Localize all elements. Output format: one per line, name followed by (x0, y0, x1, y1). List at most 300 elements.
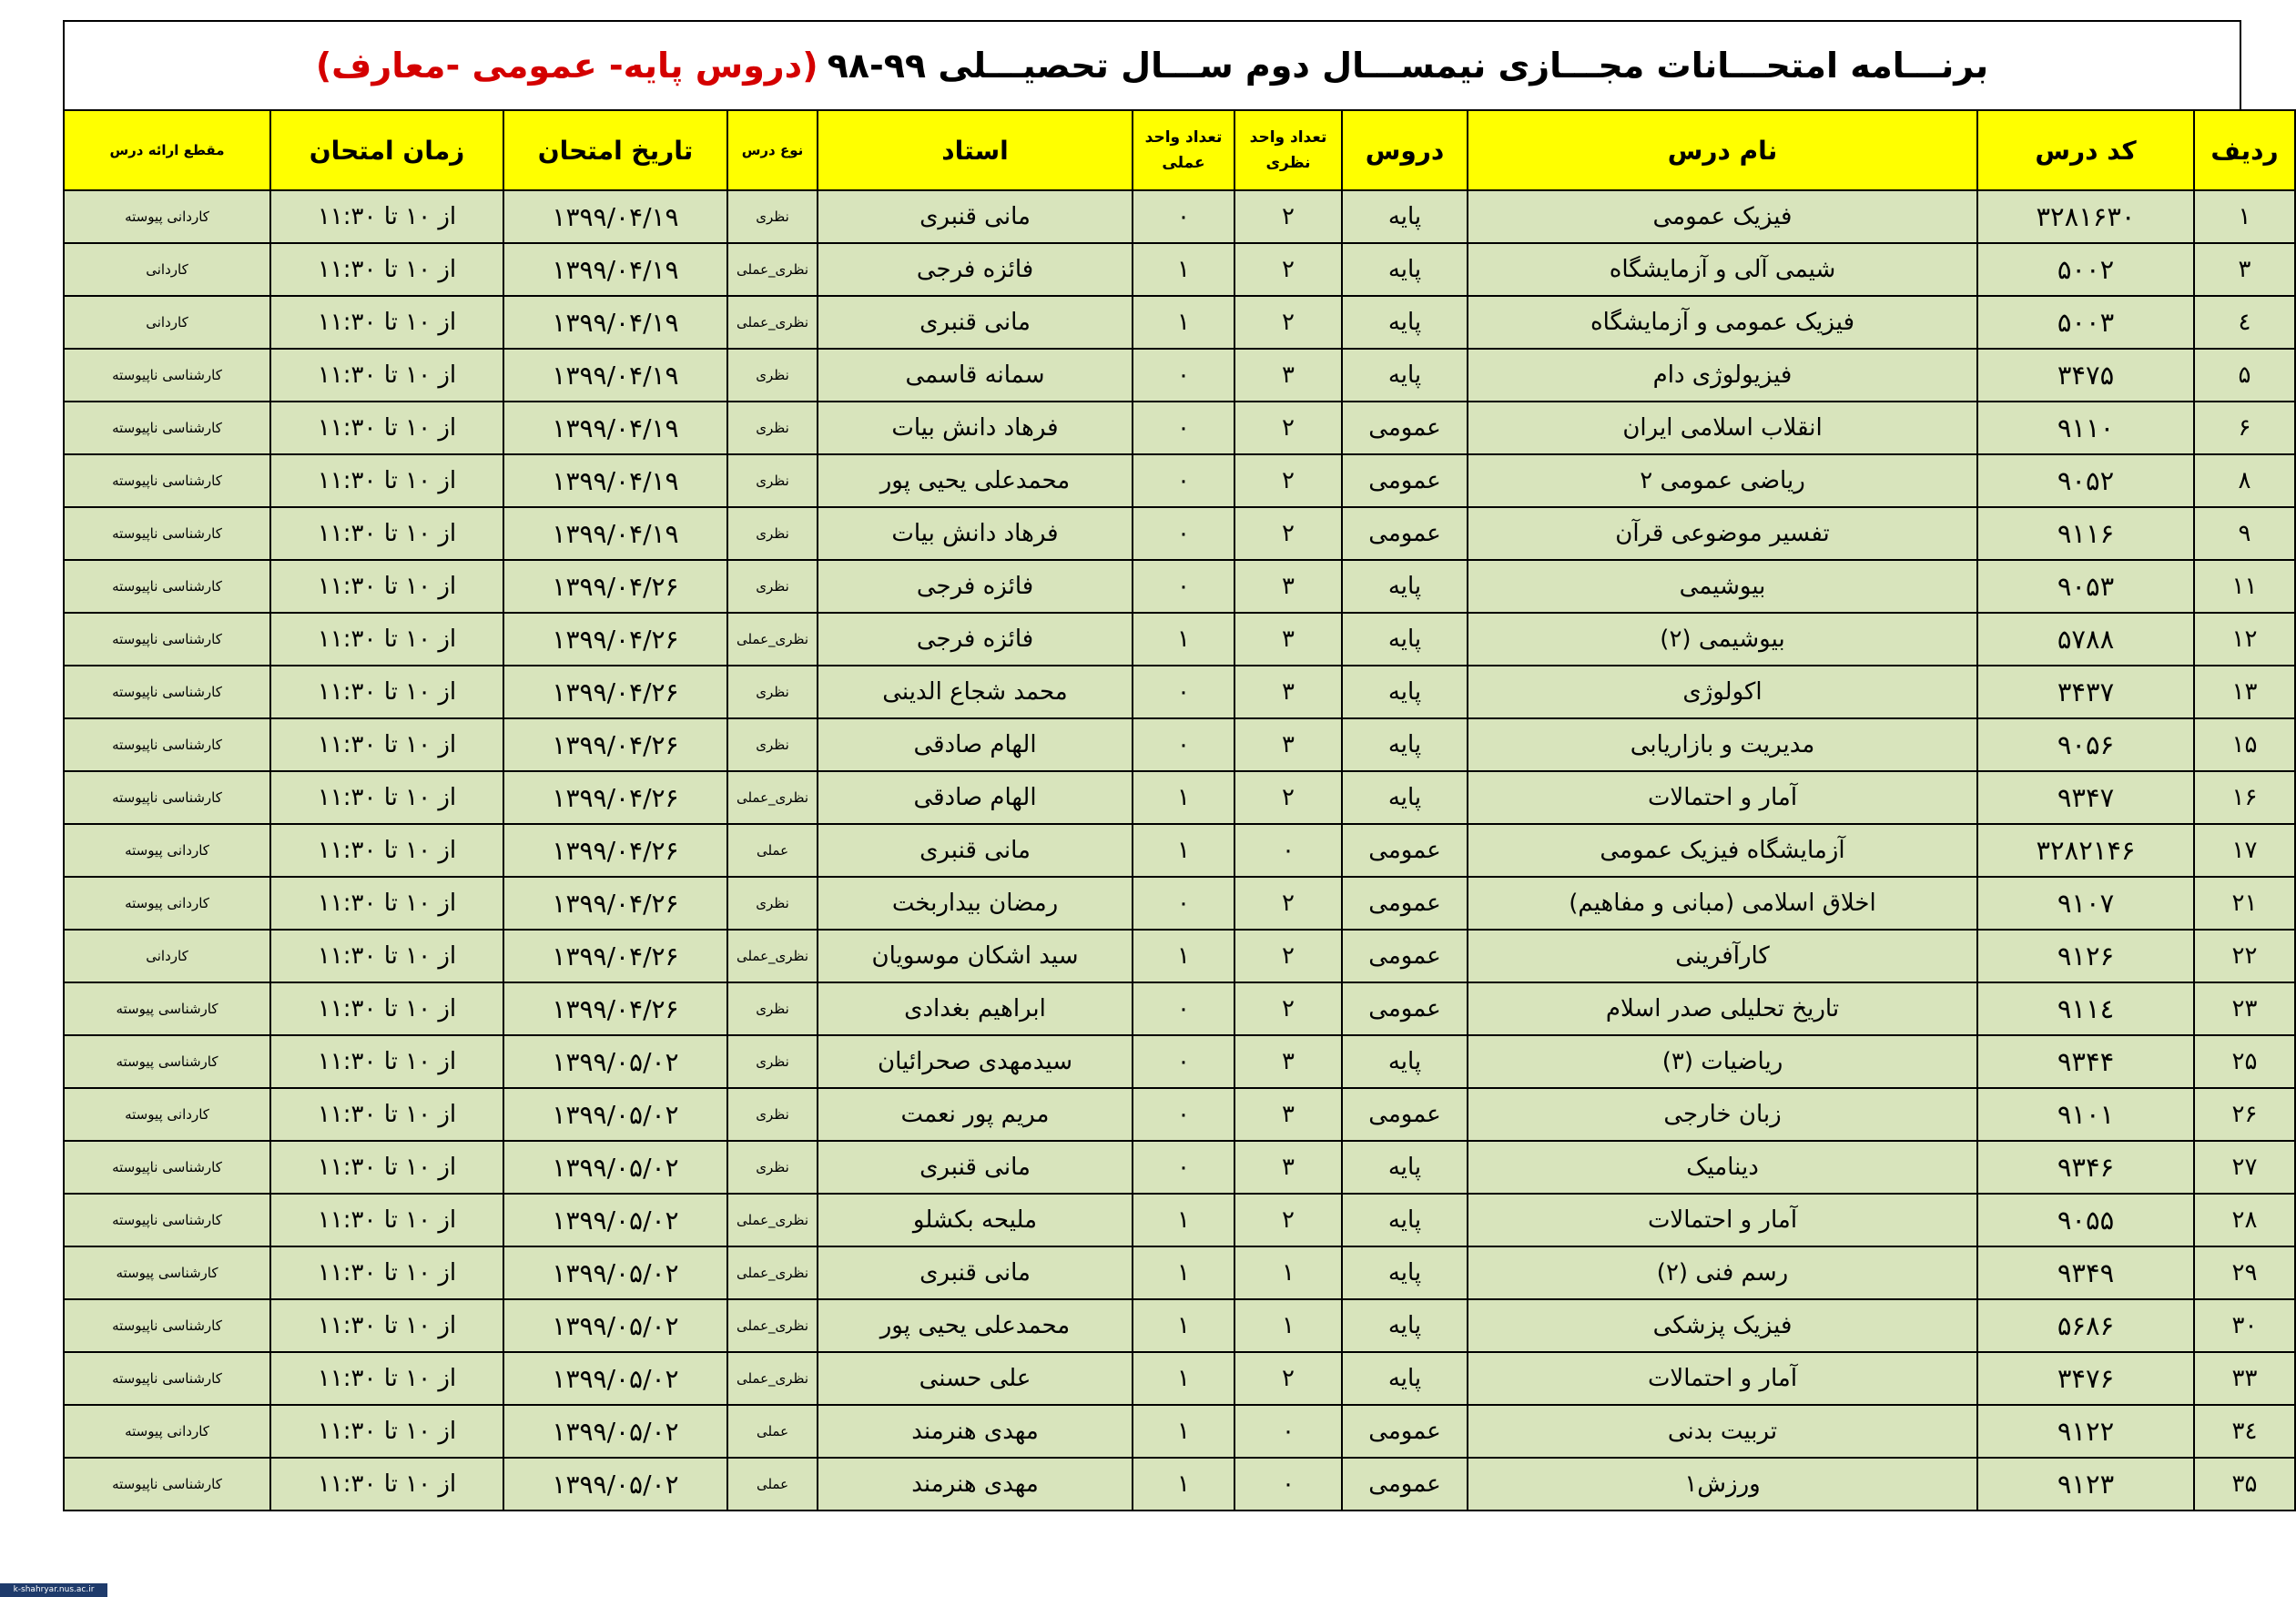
cell-course-code: ۹۱۲۲ (1977, 1405, 2194, 1458)
cell-exam-date: ۱۳۹۹/۰۴/۲۶ (503, 613, 727, 666)
cell-course-type: نظری (727, 877, 818, 930)
table-row (64, 349, 2295, 402)
cell-course-type: نظری_عملی (727, 1194, 818, 1246)
cell-teacher: فائزه فرجی (818, 243, 1133, 296)
cell-teacher: مانی قنبری (818, 296, 1133, 349)
cell-exam-time: از ۱۰ تا ۱۱:۳۰ (270, 349, 503, 402)
table-row (64, 1405, 2295, 1458)
cell-course-name: بیوشیمی (1468, 560, 1977, 613)
table-row (64, 402, 2295, 454)
cell-course-type: نظری_عملی (727, 613, 818, 666)
cell-exam-time: از ۱۰ تا ۱۱:۳۰ (270, 1246, 503, 1299)
cell-course-type: نظری (727, 349, 818, 402)
cell-practical-units: ۰ (1133, 666, 1234, 718)
table-row (64, 1141, 2295, 1194)
cell-exam-date: ۱۳۹۹/۰۴/۲۶ (503, 718, 727, 771)
cell-level: کارشناسی ناپیوسته (64, 666, 270, 718)
cell-exam-time: از ۱۰ تا ۱۱:۳۰ (270, 982, 503, 1035)
cell-course-type: نظری (727, 190, 818, 243)
cell-course-code: ۹۱۲۳ (1977, 1458, 2194, 1511)
title-bar (63, 20, 2241, 111)
cell-exam-time: از ۱۰ تا ۱۱:۳۰ (270, 877, 503, 930)
cell-group: پایه (1342, 771, 1468, 824)
cell-level: کارشناسی ناپیوسته (64, 349, 270, 402)
cell-level: کارشناسی ناپیوسته (64, 402, 270, 454)
cell-exam-date: ۱۳۹۹/۰۵/۰۲ (503, 1299, 727, 1352)
cell-exam-date: ۱۳۹۹/۰۴/۱۹ (503, 507, 727, 560)
cell-exam-time: از ۱۰ تا ۱۱:۳۰ (270, 454, 503, 507)
header-course-name: نام درس (1468, 110, 1977, 190)
cell-theory-units: ۳ (1234, 666, 1342, 718)
cell-course-code: ۹۱۱۶ (1977, 507, 2194, 560)
cell-course-code: ۹۰۵۶ (1977, 718, 2194, 771)
table-row (64, 507, 2295, 560)
cell-theory-units: ۰ (1234, 1458, 1342, 1511)
cell-course-code: ۹۱۰۷ (1977, 877, 2194, 930)
cell-teacher: سمانه قاسمی (818, 349, 1133, 402)
cell-course-name: زبان خارجی (1468, 1088, 1977, 1141)
cell-course-code: ۳۴۷۶ (1977, 1352, 2194, 1405)
cell-row-number: ۱۶ (2194, 771, 2295, 824)
cell-practical-units: ۰ (1133, 560, 1234, 613)
cell-course-type: نظری_عملی (727, 1352, 818, 1405)
exam-schedule-sheet (63, 20, 2279, 1552)
table-row (64, 1352, 2295, 1405)
site-badge: k-shahryar.nus.ac.ir (0, 1583, 107, 1597)
cell-course-name: بیوشیمی (۲) (1468, 613, 1977, 666)
cell-course-type: عملی (727, 824, 818, 877)
cell-exam-date: ۱۳۹۹/۰۴/۲۶ (503, 666, 727, 718)
cell-practical-units: ۱ (1133, 930, 1234, 982)
cell-course-type: نظری (727, 560, 818, 613)
cell-theory-units: ۳ (1234, 718, 1342, 771)
cell-course-name: کارآفرینی (1468, 930, 1977, 982)
cell-teacher: الهام صادقی (818, 771, 1133, 824)
cell-teacher: مانی قنبری (818, 824, 1133, 877)
cell-group: عمومی (1342, 1088, 1468, 1141)
cell-course-name: آمار و احتمالات (1468, 1352, 1977, 1405)
cell-practical-units: ۱ (1133, 771, 1234, 824)
cell-level: کارشناسی ناپیوسته (64, 718, 270, 771)
cell-course-name: رسم فنی (۲) (1468, 1246, 1977, 1299)
cell-theory-units: ۲ (1234, 1352, 1342, 1405)
header-course-type: نوع درس (727, 110, 818, 190)
cell-exam-time: از ۱۰ تا ۱۱:۳۰ (270, 613, 503, 666)
cell-row-number: ۱۱ (2194, 560, 2295, 613)
table-row (64, 1458, 2295, 1511)
table-row (64, 824, 2295, 877)
cell-practical-units: ۰ (1133, 1141, 1234, 1194)
cell-exam-date: ۱۳۹۹/۰۴/۱۹ (503, 296, 727, 349)
cell-row-number: ۲۶ (2194, 1088, 2295, 1141)
cell-course-name: آمار و احتمالات (1468, 771, 1977, 824)
header-group: دروس (1342, 110, 1468, 190)
cell-group: پایه (1342, 1246, 1468, 1299)
cell-practical-units: ۱ (1133, 824, 1234, 877)
cell-course-code: ۹۱۱۰ (1977, 402, 2194, 454)
cell-row-number: ۳٤ (2194, 1405, 2295, 1458)
cell-group: عمومی (1342, 824, 1468, 877)
cell-practical-units: ۰ (1133, 507, 1234, 560)
cell-exam-date: ۱۳۹۹/۰۵/۰۲ (503, 1352, 727, 1405)
cell-level: کارشناسی ناپیوسته (64, 560, 270, 613)
cell-theory-units: ۲ (1234, 930, 1342, 982)
cell-course-code: ۹۳۴۶ (1977, 1141, 2194, 1194)
cell-row-number: ۲۳ (2194, 982, 2295, 1035)
cell-course-name: فیزیک عمومی (1468, 190, 1977, 243)
header-exam-date: تاریخ امتحان (503, 110, 727, 190)
cell-course-type: نظری_عملی (727, 771, 818, 824)
cell-row-number: ۲۸ (2194, 1194, 2295, 1246)
cell-course-type: نظری (727, 1088, 818, 1141)
cell-group: پایه (1342, 613, 1468, 666)
cell-teacher: مانی قنبری (818, 1141, 1133, 1194)
cell-exam-time: از ۱۰ تا ۱۱:۳۰ (270, 1088, 503, 1141)
cell-practical-units: ۱ (1133, 1194, 1234, 1246)
cell-theory-units: ۲ (1234, 296, 1342, 349)
cell-exam-time: از ۱۰ تا ۱۱:۳۰ (270, 296, 503, 349)
cell-row-number: ۳۵ (2194, 1458, 2295, 1511)
cell-course-name: شیمی آلی و آزمایشگاه (1468, 243, 1977, 296)
cell-course-type: نظری (727, 402, 818, 454)
cell-teacher: علی حسنی (818, 1352, 1133, 1405)
cell-level: کاردانی پیوسته (64, 1405, 270, 1458)
cell-course-name: تاریخ تحلیلی صدر اسلام (1468, 982, 1977, 1035)
cell-course-name: انقلاب اسلامی ایران (1468, 402, 1977, 454)
cell-group: عمومی (1342, 1458, 1468, 1511)
header-theory-units: تعداد واحد نظری (1234, 110, 1342, 190)
cell-practical-units: ۱ (1133, 613, 1234, 666)
cell-level: کاردانی پیوسته (64, 190, 270, 243)
cell-theory-units: ۲ (1234, 771, 1342, 824)
table-row (64, 930, 2295, 982)
cell-exam-date: ۱۳۹۹/۰۴/۲۶ (503, 824, 727, 877)
cell-course-name: آمار و احتمالات (1468, 1194, 1977, 1246)
cell-theory-units: ۰ (1234, 1405, 1342, 1458)
cell-row-number: ۲۲ (2194, 930, 2295, 982)
cell-level: کارشناسی پیوسته (64, 1246, 270, 1299)
cell-teacher: فرهاد دانش بیات (818, 402, 1133, 454)
cell-teacher: محمدعلی یحیی پور (818, 454, 1133, 507)
cell-course-name: اکولوژی (1468, 666, 1977, 718)
cell-course-code: ۵۰۰۲ (1977, 243, 2194, 296)
cell-course-type: نظری (727, 1141, 818, 1194)
cell-course-name: اخلاق اسلامی (مبانی و مفاهیم) (1468, 877, 1977, 930)
header-practical-units: تعداد واحد عملی (1133, 110, 1234, 190)
cell-exam-date: ۱۳۹۹/۰۴/۱۹ (503, 402, 727, 454)
table-body (64, 190, 2295, 1511)
cell-exam-date: ۱۳۹۹/۰۴/۲۶ (503, 930, 727, 982)
cell-group: پایه (1342, 560, 1468, 613)
cell-level: کاردانی پیوسته (64, 1088, 270, 1141)
cell-teacher: مهدی هنرمند (818, 1405, 1133, 1458)
cell-course-name: فیزیک عمومی و آزمایشگاه (1468, 296, 1977, 349)
cell-group: عمومی (1342, 930, 1468, 982)
cell-teacher: رمضان بیداربخت (818, 877, 1133, 930)
cell-theory-units: ۰ (1234, 824, 1342, 877)
cell-group: پایه (1342, 1194, 1468, 1246)
cell-group: عمومی (1342, 402, 1468, 454)
cell-practical-units: ۰ (1133, 402, 1234, 454)
cell-exam-date: ۱۳۹۹/۰۵/۰۲ (503, 1035, 727, 1088)
header-row-number: ردیف (2194, 110, 2295, 190)
cell-group: پایه (1342, 1141, 1468, 1194)
cell-group: پایه (1342, 1352, 1468, 1405)
cell-exam-time: از ۱۰ تا ۱۱:۳۰ (270, 930, 503, 982)
cell-practical-units: ۱ (1133, 1246, 1234, 1299)
cell-course-type: نظری (727, 454, 818, 507)
cell-practical-units: ۱ (1133, 1352, 1234, 1405)
cell-course-name: مدیریت و بازاریابی (1468, 718, 1977, 771)
table-row (64, 454, 2295, 507)
cell-exam-time: از ۱۰ تا ۱۱:۳۰ (270, 1194, 503, 1246)
cell-theory-units: ۲ (1234, 982, 1342, 1035)
cell-course-type: نظری_عملی (727, 243, 818, 296)
cell-course-code: ۳۲۸۱۶۳۰ (1977, 190, 2194, 243)
cell-row-number: ۱۷ (2194, 824, 2295, 877)
cell-row-number: ۲۱ (2194, 877, 2295, 930)
cell-course-type: نظری_عملی (727, 1246, 818, 1299)
table-row (64, 1194, 2295, 1246)
cell-exam-time: از ۱۰ تا ۱۱:۳۰ (270, 402, 503, 454)
cell-practical-units: ۱ (1133, 296, 1234, 349)
table-row (64, 243, 2295, 296)
cell-course-code: ۵۶۸۶ (1977, 1299, 2194, 1352)
cell-exam-time: از ۱۰ تا ۱۱:۳۰ (270, 1405, 503, 1458)
cell-group: پایه (1342, 1299, 1468, 1352)
cell-course-code: ۹۳۴۹ (1977, 1246, 2194, 1299)
cell-level: کارشناسی ناپیوسته (64, 1458, 270, 1511)
cell-row-number: ٤ (2194, 296, 2295, 349)
cell-exam-date: ۱۳۹۹/۰۴/۱۹ (503, 454, 727, 507)
cell-practical-units: ۱ (1133, 1458, 1234, 1511)
cell-exam-date: ۱۳۹۹/۰۵/۰۲ (503, 1088, 727, 1141)
cell-level: کارشناسی ناپیوسته (64, 507, 270, 560)
cell-teacher: محمدعلی یحیی پور (818, 1299, 1133, 1352)
cell-exam-time: از ۱۰ تا ۱۱:۳۰ (270, 1352, 503, 1405)
table-row (64, 666, 2295, 718)
table-row (64, 982, 2295, 1035)
cell-row-number: ۳۳ (2194, 1352, 2295, 1405)
cell-practical-units: ۰ (1133, 1035, 1234, 1088)
cell-theory-units: ۳ (1234, 1035, 1342, 1088)
cell-exam-time: از ۱۰ تا ۱۱:۳۰ (270, 507, 503, 560)
header-course-code: کد درس (1977, 110, 2194, 190)
cell-theory-units: ۲ (1234, 1194, 1342, 1246)
cell-level: کارشناسی پیوسته (64, 1035, 270, 1088)
cell-level: کاردانی پیوسته (64, 824, 270, 877)
table-row (64, 613, 2295, 666)
header-exam-time: زمان امتحان (270, 110, 503, 190)
table-row (64, 1299, 2295, 1352)
cell-course-code: ۹۱۱٤ (1977, 982, 2194, 1035)
cell-row-number: ۱۵ (2194, 718, 2295, 771)
cell-row-number: ۱۲ (2194, 613, 2295, 666)
cell-theory-units: ۱ (1234, 1246, 1342, 1299)
cell-practical-units: ۰ (1133, 877, 1234, 930)
cell-exam-date: ۱۳۹۹/۰۴/۲۶ (503, 560, 727, 613)
cell-group: پایه (1342, 243, 1468, 296)
cell-course-type: نظری (727, 718, 818, 771)
table-row (64, 718, 2295, 771)
cell-practical-units: ۱ (1133, 1405, 1234, 1458)
cell-theory-units: ۲ (1234, 454, 1342, 507)
table-row (64, 190, 2295, 243)
cell-course-code: ۳۴۷۵ (1977, 349, 2194, 402)
cell-row-number: ۹ (2194, 507, 2295, 560)
cell-exam-date: ۱۳۹۹/۰۵/۰۲ (503, 1246, 727, 1299)
cell-exam-date: ۱۳۹۹/۰۴/۲۶ (503, 877, 727, 930)
cell-teacher: سیدمهدی صحرائیان (818, 1035, 1133, 1088)
cell-course-name: دینامیک (1468, 1141, 1977, 1194)
cell-practical-units: ۰ (1133, 190, 1234, 243)
cell-course-name: فیزیولوژی دام (1468, 349, 1977, 402)
cell-teacher: فائزه فرجی (818, 613, 1133, 666)
cell-course-code: ۹۳۴۷ (1977, 771, 2194, 824)
cell-theory-units: ۳ (1234, 560, 1342, 613)
cell-level: کارشناسی ناپیوسته (64, 1194, 270, 1246)
cell-course-type: نظری_عملی (727, 1299, 818, 1352)
cell-exam-time: از ۱۰ تا ۱۱:۳۰ (270, 1458, 503, 1511)
cell-course-name: ریاضی عمومی ۲ (1468, 454, 1977, 507)
cell-course-type: نظری_عملی (727, 296, 818, 349)
cell-teacher: الهام صادقی (818, 718, 1133, 771)
cell-group: عمومی (1342, 454, 1468, 507)
cell-level: کاردانی (64, 296, 270, 349)
cell-course-name: تربیت بدنی (1468, 1405, 1977, 1458)
cell-course-name: آزمایشگاه فیزیک عمومی (1468, 824, 1977, 877)
cell-teacher: ملیحه بکشلو (818, 1194, 1133, 1246)
table-row (64, 877, 2295, 930)
cell-theory-units: ۲ (1234, 243, 1342, 296)
cell-row-number: ۶ (2194, 402, 2295, 454)
cell-group: پایه (1342, 296, 1468, 349)
table-row (64, 560, 2295, 613)
cell-exam-date: ۱۳۹۹/۰۴/۲۶ (503, 982, 727, 1035)
cell-level: کاردانی (64, 243, 270, 296)
cell-exam-time: از ۱۰ تا ۱۱:۳۰ (270, 1141, 503, 1194)
cell-course-type: عملی (727, 1405, 818, 1458)
cell-teacher: مانی قنبری (818, 190, 1133, 243)
cell-theory-units: ۳ (1234, 1088, 1342, 1141)
cell-theory-units: ۳ (1234, 349, 1342, 402)
cell-practical-units: ۱ (1133, 243, 1234, 296)
cell-group: عمومی (1342, 982, 1468, 1035)
cell-teacher: مانی قنبری (818, 1246, 1133, 1299)
cell-teacher: فائزه فرجی (818, 560, 1133, 613)
cell-level: کاردانی پیوسته (64, 877, 270, 930)
cell-course-type: نظری (727, 666, 818, 718)
cell-course-name: ورزش۱ (1468, 1458, 1977, 1511)
cell-group: عمومی (1342, 507, 1468, 560)
cell-teacher: مهدی هنرمند (818, 1458, 1133, 1511)
cell-theory-units: ۲ (1234, 507, 1342, 560)
cell-practical-units: ۰ (1133, 349, 1234, 402)
cell-course-code: ۳۴۳۷ (1977, 666, 2194, 718)
cell-teacher: سید اشکان موسویان (818, 930, 1133, 982)
cell-course-code: ۹۰۵۳ (1977, 560, 2194, 613)
cell-level: کارشناسی ناپیوسته (64, 1141, 270, 1194)
cell-row-number: ۱۳ (2194, 666, 2295, 718)
cell-theory-units: ۲ (1234, 877, 1342, 930)
cell-course-code: ۹۱۰۱ (1977, 1088, 2194, 1141)
cell-exam-time: از ۱۰ تا ۱۱:۳۰ (270, 560, 503, 613)
cell-group: پایه (1342, 1035, 1468, 1088)
cell-theory-units: ۲ (1234, 190, 1342, 243)
cell-level: کارشناسی ناپیوسته (64, 454, 270, 507)
table-row (64, 1035, 2295, 1088)
cell-group: پایه (1342, 718, 1468, 771)
table-row (64, 296, 2295, 349)
cell-course-name: تفسیر موضوعی قرآن (1468, 507, 1977, 560)
cell-course-code: ۹۱۲۶ (1977, 930, 2194, 982)
table-header-row (64, 110, 2295, 190)
cell-exam-date: ۱۳۹۹/۰۵/۰۲ (503, 1141, 727, 1194)
cell-course-code: ۹۰۵۵ (1977, 1194, 2194, 1246)
cell-course-type: نظری (727, 1035, 818, 1088)
cell-course-code: ۹۳۴۴ (1977, 1035, 2194, 1088)
table-row (64, 1246, 2295, 1299)
cell-group: عمومی (1342, 1405, 1468, 1458)
cell-practical-units: ۰ (1133, 718, 1234, 771)
cell-exam-time: از ۱۰ تا ۱۱:۳۰ (270, 243, 503, 296)
cell-theory-units: ۱ (1234, 1299, 1342, 1352)
cell-exam-date: ۱۳۹۹/۰۴/۱۹ (503, 190, 727, 243)
cell-practical-units: ۰ (1133, 982, 1234, 1035)
cell-exam-date: ۱۳۹۹/۰۴/۲۶ (503, 771, 727, 824)
cell-group: پایه (1342, 190, 1468, 243)
cell-level: کارشناسی پیوسته (64, 982, 270, 1035)
cell-exam-date: ۱۳۹۹/۰۴/۱۹ (503, 243, 727, 296)
cell-row-number: ۲۵ (2194, 1035, 2295, 1088)
page-title-highlight: (دروس پایه- عمومی -معارف) (315, 46, 818, 86)
cell-row-number: ۱ (2194, 190, 2295, 243)
cell-theory-units: ۲ (1234, 402, 1342, 454)
cell-level: کارشناسی ناپیوسته (64, 771, 270, 824)
cell-level: کارشناسی ناپیوسته (64, 1299, 270, 1352)
cell-exam-date: ۱۳۹۹/۰۵/۰۲ (503, 1405, 727, 1458)
cell-exam-time: از ۱۰ تا ۱۱:۳۰ (270, 771, 503, 824)
cell-row-number: ۳۰ (2194, 1299, 2295, 1352)
cell-teacher: ابراهیم بغدادی (818, 982, 1133, 1035)
cell-course-name: ریاضیات (۳) (1468, 1035, 1977, 1088)
cell-level: کارشناسی ناپیوسته (64, 1352, 270, 1405)
table-row (64, 1088, 2295, 1141)
page-title: برنـــامه امتحـــانات مجـــازی نیمســـال دوم ســـال تحصیـــلی ۹۹-۹۸ (827, 46, 1989, 86)
cell-theory-units: ۳ (1234, 1141, 1342, 1194)
header-level: مقطع ارائه درس (64, 110, 270, 190)
cell-practical-units: ۰ (1133, 454, 1234, 507)
cell-row-number: ۲۹ (2194, 1246, 2295, 1299)
cell-course-type: نظری_عملی (727, 930, 818, 982)
cell-exam-time: از ۱۰ تا ۱۱:۳۰ (270, 718, 503, 771)
cell-group: پایه (1342, 349, 1468, 402)
cell-practical-units: ۱ (1133, 1299, 1234, 1352)
cell-teacher: محمد شجاع الدینی (818, 666, 1133, 718)
cell-exam-time: از ۱۰ تا ۱۱:۳۰ (270, 666, 503, 718)
cell-teacher: فرهاد دانش بیات (818, 507, 1133, 560)
cell-exam-time: از ۱۰ تا ۱۱:۳۰ (270, 824, 503, 877)
cell-exam-date: ۱۳۹۹/۰۵/۰۲ (503, 1458, 727, 1511)
cell-course-code: ۳۲۸۲۱۴۶ (1977, 824, 2194, 877)
cell-practical-units: ۰ (1133, 1088, 1234, 1141)
cell-course-type: نظری (727, 507, 818, 560)
cell-theory-units: ۳ (1234, 613, 1342, 666)
cell-course-name: فیزیک پزشکی (1468, 1299, 1977, 1352)
cell-course-type: عملی (727, 1458, 818, 1511)
cell-group: پایه (1342, 666, 1468, 718)
cell-row-number: ۸ (2194, 454, 2295, 507)
